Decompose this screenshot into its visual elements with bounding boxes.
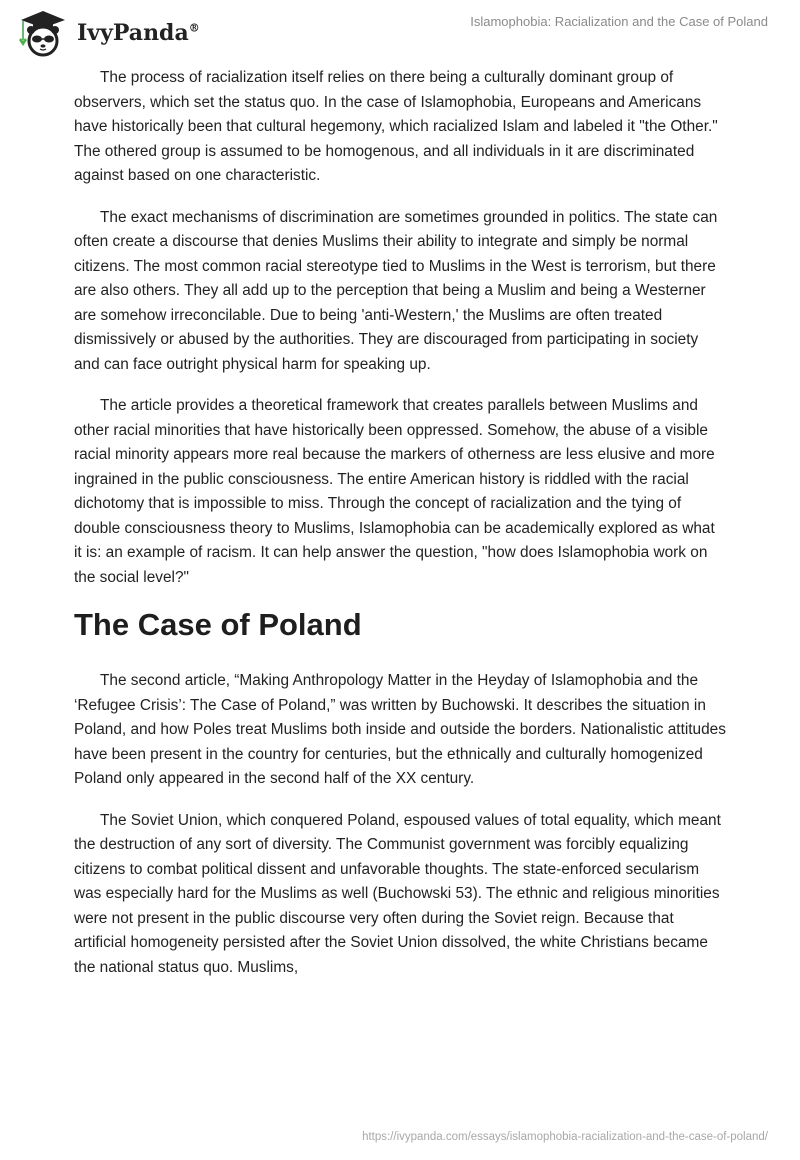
paragraph: The Soviet Union, which conquered Poland, espoused values of total equality, which meant the destruction of any sort of diversity. The Communist government was forcibly equalizing citizens to combat political dissent and unfavorable thoughts. The state-enforced secularism was especially hard for the Muslims as well (Buchowski 53). The ethnic and religious minorities were not present in the public discourse very often during the Soviet reign. Because that artificial homogeneity persisted after the Soviet Union dissolved, the white Christians became the national status quo. Muslims, <box>74 811 721 976</box>
source-url[interactable]: https://ivypanda.com/essays/islamophobia-racialization-and-the-case-of-poland/ <box>362 1131 768 1143</box>
paragraph: The second article, “Making Anthropology Matter in the Heyday of Islamophobia and the ‘Refugee Crisis’: The Case of Poland,” was written by Buchowski. It describes the situation in Poland, and how Poles treat Muslims both inside and outside the borders. Nationalistic attitudes have been present in the country for centuries, but the ethnically and culturally homogenized Poland only appeared in the second half of the XX century. <box>74 672 726 787</box>
section-heading: The Case of Poland <box>74 607 362 642</box>
paragraph: The exact mechanisms of discrimination are sometimes grounded in politics. The state can often create a discourse that denies Muslims their ability to integrate and simply be normal citizens. The most common racial stereotype tied to Muslims in the West is terrorism, but there are also others. They all add up to the perception that being a Muslim and being a Westerner are somehow irreconcilable. Due to being 'anti-Western,' the Muslims are often treated dismissively or abused by the authorities. They are discouraged from participating in society and can face outright physical harm for speaking up. <box>74 208 718 373</box>
panda-graduate-icon <box>15 8 71 58</box>
logo-text: IvyPanda® <box>77 20 200 46</box>
essay-content <box>74 66 726 997</box>
document-title: Islamophobia: Racialization and the Case of Poland <box>470 14 768 29</box>
paragraph: The process of racialization itself relies on there being a culturally dominant group of observers, which set the status quo. In the case of Islamophobia, Europeans and Americans have historically been that cultural hegemony, which racialized Islam and labeled it "the Other." The othered group is assumed to be homogenous, and all individuals in it are discriminated against based on one characteristic. <box>74 69 718 184</box>
paragraph: The article provides a theoretical framework that creates parallels between Muslims and other racial minorities that have historically been oppressed. Somehow, the abuse of a visible racial minority appears more real because the markers of otherness are less elusive and more ingrained in the public consciousness. The entire American history is riddled with the racial dichotomy that is impossible to miss. Through the concept of racialization and the tying of double consciousness theory to Muslims, Islamophobia can be academically explored as what it is: an example of racism. It can help answer the question, "how does Islamophobia work on the social level?" <box>74 397 715 586</box>
page-header <box>0 0 800 60</box>
ivypanda-logo[interactable] <box>15 8 200 58</box>
